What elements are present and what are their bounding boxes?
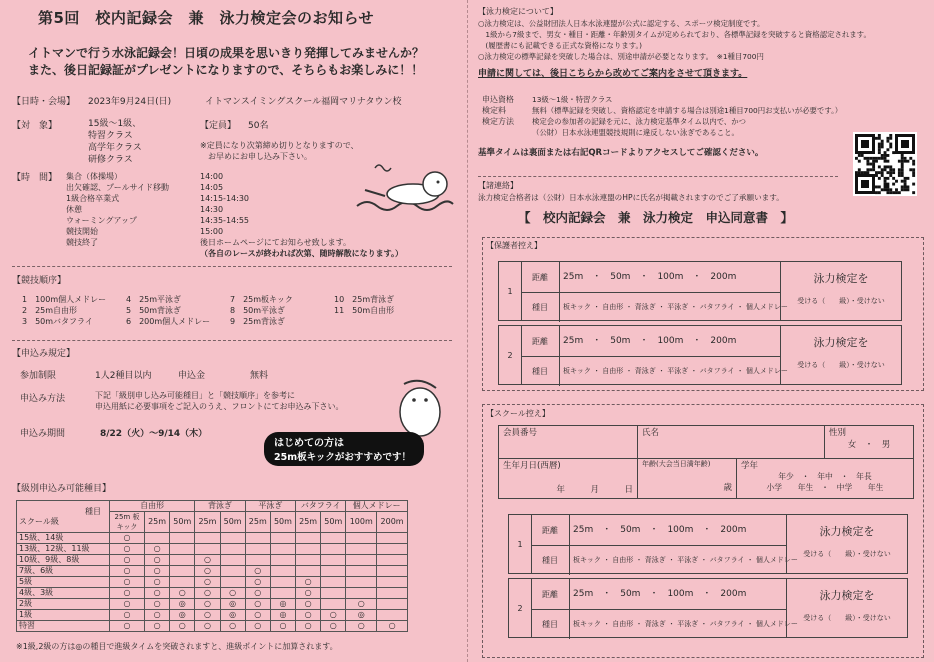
- level-mark: ◎: [170, 599, 195, 610]
- level-mark: [346, 577, 377, 588]
- level-mark: ○: [245, 599, 270, 610]
- time-row: 競技開始 15:00: [66, 227, 224, 236]
- distance-header: 25m: [296, 512, 321, 533]
- level-mark: [346, 544, 377, 555]
- level-mark: ◎: [346, 610, 377, 621]
- capacity-note-2: お早めにお申し込み下さい。: [208, 152, 312, 161]
- row-divider: [531, 545, 787, 546]
- level-mark: [346, 588, 377, 599]
- level-name: 15級、14級: [17, 533, 110, 544]
- fee-label: 申込金: [178, 371, 206, 381]
- level-mark: ○: [110, 544, 145, 555]
- level-mark: [170, 533, 195, 544]
- kentei-choice[interactable]: [786, 579, 907, 637]
- form-title: 【 校内記録会 兼 泳力検定 申込同意書 】: [518, 210, 794, 225]
- level-row: [17, 566, 408, 577]
- level-mark: ○: [110, 555, 145, 566]
- kentei-options: 受ける（ 級）・受けない: [797, 361, 885, 369]
- event-options[interactable]: 板キック ・ 自由形 ・ 背泳ぎ ・ 平泳ぎ ・ バタフライ ・ 個人メドレー: [573, 555, 798, 564]
- level-name: 2級: [17, 599, 110, 610]
- apply-label: 【申込み規定】: [12, 349, 76, 359]
- entry-block: [498, 261, 902, 321]
- level-mark: [270, 544, 295, 555]
- entry-row-label: 種目: [531, 609, 570, 639]
- kentei-title: 泳力検定を: [819, 589, 875, 602]
- level-mark: ○: [110, 577, 145, 588]
- level-row: [17, 610, 408, 621]
- lead-line-2: また、後日記録証がプレゼントになりますので、そちらもお楽しみに！！: [28, 63, 424, 77]
- order-row: 2 25m自由形 5 50m背泳ぎ 8 50m平泳ぎ 11 50m自由形: [22, 306, 395, 315]
- level-row: [17, 577, 408, 588]
- distance-header: 25m: [245, 512, 270, 533]
- level-mark: [321, 533, 346, 544]
- about-line: ○泳力検定の標準記録を突破した場合は、別途申請が必要となります。 ※1種目700円: [478, 52, 764, 61]
- level-name: 5級: [17, 577, 110, 588]
- level-mark: ○: [110, 599, 145, 610]
- entry-block: [498, 325, 902, 385]
- level-mark: ○: [195, 555, 220, 566]
- level-mark: [270, 588, 295, 599]
- name-field[interactable]: 氏名: [638, 426, 825, 459]
- distance-header: 25m: [145, 512, 170, 533]
- method-line-1: 下記「級別申し込み可能種目」と「競技順序」を参考に: [95, 391, 295, 400]
- qr-code[interactable]: [853, 132, 917, 196]
- level-mark: ○: [145, 621, 170, 632]
- school-label: 【スクール控え】: [486, 409, 550, 418]
- event-options[interactable]: 板キック ・ 自由形 ・ 背泳ぎ ・ 平泳ぎ ・ バタフライ ・ 個人メドレー: [563, 366, 788, 375]
- method-label: 申込み方法: [20, 394, 66, 404]
- distance-header: 100m: [346, 512, 377, 533]
- level-mark: ○: [296, 577, 321, 588]
- beginner-tip-bubble: [264, 432, 424, 466]
- level-mark: ○: [377, 621, 408, 632]
- level-mark: ○: [110, 621, 145, 632]
- level-mark: [170, 566, 195, 577]
- level-mark: ○: [110, 566, 145, 577]
- level-mark: [377, 599, 408, 610]
- level-mark: [195, 544, 220, 555]
- group-header: バタフライ: [296, 501, 346, 512]
- level-mark: [220, 566, 245, 577]
- age-field[interactable]: 年齢(大会当日満年齢) 歳: [638, 459, 737, 499]
- level-mark: [195, 533, 220, 544]
- order-label: 【競技順序】: [12, 276, 67, 286]
- level-mark: ○: [145, 599, 170, 610]
- about-line: ○泳力検定は、公益財団法人日本水泳連盟が公式に認定する、スポーツ検定制度です。: [478, 19, 765, 28]
- order-row: 3 50mバタフライ 6 200m個人メドレー 9 25m背泳ぎ: [22, 317, 286, 326]
- flyer-title: 第5回 校内記録会 兼 泳力検定会のお知らせ: [38, 9, 374, 27]
- level-row: [17, 599, 408, 610]
- level-mark: [296, 566, 321, 577]
- kentei-choice[interactable]: [786, 515, 907, 573]
- bubble-line-2: 25m板キックがおすすめです！: [274, 452, 412, 463]
- level-name: 特習: [17, 621, 110, 632]
- time-row: 1級合格卒業式 14:15-14:30: [66, 194, 249, 203]
- level-mark: [346, 533, 377, 544]
- level-mark: [321, 566, 346, 577]
- level-mark: [220, 533, 245, 544]
- entry-row-label: 距離: [521, 262, 560, 292]
- date-label: 【日時・会場】: [12, 97, 76, 107]
- entry-number: 2: [499, 326, 522, 384]
- levels-header-row: [17, 501, 408, 512]
- level-mark: ○: [245, 577, 270, 588]
- row-divider: [531, 609, 787, 610]
- req-row: 申込資格 13級～1級・特習クラス: [482, 95, 613, 104]
- level-mark: [245, 555, 270, 566]
- level-mark: ○: [110, 610, 145, 621]
- entry-row-label: 種目: [521, 356, 560, 386]
- distance-options[interactable]: 25m ・ 50m ・ 100m ・ 200m: [573, 588, 747, 599]
- capacity-label: 【定員】: [200, 121, 237, 131]
- bubble-line-1: はじめての方は: [274, 438, 344, 449]
- venue: イトマンスイミングスクール福岡マリナタウン校: [205, 97, 402, 107]
- level-name: 7級、6級: [17, 566, 110, 577]
- level-mark: ○: [346, 621, 377, 632]
- level-row: [17, 544, 408, 555]
- level-mark: ◎: [270, 610, 295, 621]
- about-text: [478, 18, 871, 62]
- level-mark: [245, 544, 270, 555]
- entry-row-label: 距離: [531, 515, 570, 545]
- kentei-title: 泳力検定を: [813, 272, 869, 285]
- order-row: 1 100m個人メドレー 4 25m平泳ぎ 7 25m板キック 10 25m背泳ぎ: [22, 295, 395, 304]
- time-list: [66, 171, 351, 248]
- level-mark: [321, 588, 346, 599]
- target-item: 高学年クラス: [88, 143, 142, 153]
- kentei-choice[interactable]: [780, 262, 901, 320]
- distance-options[interactable]: 25m ・ 50m ・ 100m ・ 200m: [563, 271, 737, 282]
- level-name: 10級、9級、8級: [17, 555, 110, 566]
- period-label: 申込み期間: [20, 429, 66, 439]
- distance-header: 200m: [377, 512, 408, 533]
- kentei-title: 泳力検定を: [819, 525, 875, 538]
- level-mark: ○: [145, 577, 170, 588]
- swimmer-illustration: [355, 160, 455, 220]
- target-item: 特習クラス: [88, 131, 133, 141]
- level-row: [17, 588, 408, 599]
- entry-row-label: 種目: [521, 292, 560, 322]
- level-mark: ○: [220, 588, 245, 599]
- level-mark: ○: [195, 610, 220, 621]
- gender-field[interactable]: 性別 女 ・ 男: [825, 426, 914, 459]
- level-mark: [296, 544, 321, 555]
- level-mark: ○: [145, 566, 170, 577]
- time-row: 出欠確認、プールサイド移動 14:05: [66, 183, 224, 192]
- entry-number: 1: [499, 262, 522, 320]
- kentei-choice[interactable]: [780, 326, 901, 384]
- level-mark: [170, 577, 195, 588]
- kentei-options: 受ける（ 級）・受けない: [803, 614, 891, 622]
- level-mark: [270, 566, 295, 577]
- req-row: 検定方法 検定会の参加者の記録を元に、泳力検定基準タイム以内で、かつ: [482, 117, 747, 126]
- time-label: 【時 間】: [12, 173, 58, 183]
- kentei-title: 泳力検定を: [813, 336, 869, 349]
- level-row: [17, 533, 408, 544]
- group-header: 平泳ぎ: [245, 501, 295, 512]
- levels-corner: 種目 スクール級: [17, 501, 110, 533]
- level-mark: [296, 533, 321, 544]
- misc-text: 泳力検定合格者は（公財）日本水泳連盟のHPに氏名が掲載されますのでご了承願います。: [478, 193, 784, 202]
- level-mark: [321, 555, 346, 566]
- entry-number: 2: [509, 579, 532, 637]
- level-mark: [170, 544, 195, 555]
- level-mark: [220, 577, 245, 588]
- level-mark: [270, 555, 295, 566]
- target-list: [88, 118, 142, 166]
- level-mark: ○: [296, 599, 321, 610]
- lead-line-1: イトマンで行う水泳記録会！日頃の成果を思いきり発揮してみませんか？: [28, 46, 425, 60]
- time-row: 競技終了 後日ホームページにてお知らせ致します。: [66, 238, 351, 247]
- distance-header: 50m: [170, 512, 195, 533]
- level-mark: [346, 555, 377, 566]
- birth-field[interactable]: 生年月日(西暦) 年 月 日: [499, 459, 638, 499]
- about-label: 【泳力検定について】: [478, 7, 558, 16]
- guardian-label: 【保護者控え】: [486, 241, 542, 250]
- distance-options[interactable]: 25m ・ 50m ・ 100m ・ 200m: [563, 335, 737, 346]
- grade-field[interactable]: 学年 年少 ・ 年中 ・ 年長 小学 年生 ・ 中学 年生: [737, 459, 914, 499]
- entry-block: [508, 578, 908, 638]
- level-mark: ○: [170, 588, 195, 599]
- target-item: 研修クラス: [88, 155, 133, 165]
- level-mark: ○: [296, 588, 321, 599]
- level-mark: ○: [195, 566, 220, 577]
- level-mark: ○: [346, 599, 377, 610]
- period-value: 8/22（火）～9/14（木）: [100, 429, 208, 439]
- standard-time-note: 基準タイムは裏面または右記QRコードよりアクセスしてご確認ください。: [478, 148, 764, 158]
- time-row: 休憩 14:30: [66, 205, 224, 214]
- limit-value: 1人2種目以内: [95, 371, 152, 381]
- kentei-options: 受ける（ 級）・受けない: [803, 550, 891, 558]
- level-name: 1級: [17, 610, 110, 621]
- member-no-field[interactable]: 会員番号: [499, 426, 638, 459]
- req-row: 検定料 無料（標準記録を突破し、資格認定を申請する場合は別途1種目700円お支払いが必要です。）: [482, 106, 843, 115]
- level-mark: ◎: [270, 599, 295, 610]
- student-info-table: [498, 425, 914, 499]
- row-divider: [521, 292, 781, 293]
- level-mark: ○: [145, 544, 170, 555]
- target-item: 15級～1級、: [88, 119, 142, 129]
- level-mark: [145, 533, 170, 544]
- level-mark: [321, 577, 346, 588]
- level-mark: ○: [145, 610, 170, 621]
- level-mark: [377, 566, 408, 577]
- level-mark: ○: [245, 621, 270, 632]
- level-mark: ○: [245, 588, 270, 599]
- level-mark: [321, 544, 346, 555]
- divider: [12, 340, 452, 341]
- level-mark: [377, 555, 408, 566]
- kentei-options: 受ける（ 級）・受けない: [797, 297, 885, 305]
- order-grid: [22, 294, 394, 327]
- event-options[interactable]: 板キック ・ 自由形 ・ 背泳ぎ ・ 平泳ぎ ・ バタフライ ・ 個人メドレー: [573, 619, 798, 628]
- right-page: [467, 0, 934, 662]
- group-header: 個人メドレー: [346, 501, 408, 512]
- level-mark: [245, 533, 270, 544]
- about-line: 1級から7級まで、男女・種目・距離・年齢別タイムが定められており、各標準記録を突破すると資格認定されます。: [478, 30, 871, 39]
- level-row: [17, 555, 408, 566]
- level-mark: [377, 577, 408, 588]
- limit-label: 参加制限: [20, 371, 57, 381]
- seal-illustration: [390, 378, 450, 440]
- target-label: 【対 象】: [12, 121, 58, 131]
- level-mark: ○: [195, 599, 220, 610]
- levels-body: [17, 533, 408, 632]
- level-mark: [170, 555, 195, 566]
- level-mark: [220, 544, 245, 555]
- about-line: (履歴書にも記載できる正式な資格になります。): [478, 41, 643, 50]
- fee-value: 無料: [250, 371, 269, 381]
- apply-note: 申請に関しては、後日こちらから改めてご案内をさせて頂きます。: [478, 69, 748, 79]
- level-mark: [220, 555, 245, 566]
- level-mark: [296, 555, 321, 566]
- level-mark: ○: [270, 621, 295, 632]
- levels-label: 【級別申込み可能種目】: [12, 484, 112, 494]
- level-name: 13級、12級、11級: [17, 544, 110, 555]
- group-header: 背泳ぎ: [195, 501, 245, 512]
- entry-row-label: 距離: [521, 326, 560, 356]
- misc-label: 【諸連絡】: [478, 181, 518, 190]
- date-value: 2023年9月24日(日): [88, 97, 172, 107]
- level-mark: ○: [145, 555, 170, 566]
- level-mark: [377, 610, 408, 621]
- row-divider: [521, 356, 781, 357]
- level-mark: ○: [245, 566, 270, 577]
- level-row: [17, 621, 408, 632]
- guardian-entries: [498, 261, 902, 389]
- level-mark: ○: [195, 577, 220, 588]
- divider: [12, 266, 452, 267]
- level-mark: [377, 533, 408, 544]
- req-row: （公財）日本水泳連盟競技規則に違反しない泳ぎであること。: [532, 128, 739, 137]
- level-mark: [377, 588, 408, 599]
- level-mark: ○: [245, 610, 270, 621]
- levels-table: [16, 500, 408, 632]
- levels-footnote: ※1級,2級の方は◎の種目で進級タイムを突破されますと、進級ポイントに加算されます。: [16, 642, 338, 651]
- time-row: 集合（体操場） 14:00: [66, 172, 224, 181]
- level-mark: ○: [321, 621, 346, 632]
- level-name: 4級、3級: [17, 588, 110, 599]
- level-mark: ◎: [220, 610, 245, 621]
- time-note: （各自のレースが終われば次第、随時解散になります。）: [200, 249, 403, 258]
- entry-row-label: 距離: [531, 579, 570, 609]
- time-row: ウォーミングアップ 14:35-14:55: [66, 216, 249, 225]
- group-header: 自由形: [110, 501, 195, 512]
- level-mark: [346, 566, 377, 577]
- level-mark: ○: [145, 588, 170, 599]
- entry-number: 1: [509, 515, 532, 573]
- level-mark: ○: [220, 621, 245, 632]
- distance-header: 50m: [270, 512, 295, 533]
- capacity-value: 50名: [248, 121, 269, 131]
- event-options[interactable]: 板キック ・ 自由形 ・ 背泳ぎ ・ 平泳ぎ ・ バタフライ ・ 個人メドレー: [563, 302, 788, 311]
- requirements: [482, 94, 842, 138]
- distance-header: 50m: [321, 512, 346, 533]
- distance-header: 50m: [220, 512, 245, 533]
- level-mark: ◎: [170, 610, 195, 621]
- level-mark: ○: [321, 610, 346, 621]
- level-mark: ○: [296, 621, 321, 632]
- distance-options[interactable]: 25m ・ 50m ・ 100m ・ 200m: [573, 524, 747, 535]
- level-mark: ○: [296, 610, 321, 621]
- level-mark: ○: [195, 588, 220, 599]
- level-mark: ◎: [220, 599, 245, 610]
- distance-header: 25m 板キック: [110, 512, 145, 533]
- level-mark: [270, 577, 295, 588]
- level-mark: ○: [110, 533, 145, 544]
- level-mark: ○: [110, 588, 145, 599]
- divider: [478, 176, 838, 177]
- entry-row-label: 種目: [531, 545, 570, 575]
- capacity-note-1: ※定員になり次第締め切りとなりますので、: [200, 141, 359, 150]
- distance-header: 25m: [195, 512, 220, 533]
- level-mark: [321, 599, 346, 610]
- level-mark: ○: [195, 621, 220, 632]
- level-mark: ○: [170, 621, 195, 632]
- level-mark: [377, 544, 408, 555]
- entry-block: [508, 514, 908, 574]
- level-mark: [270, 533, 295, 544]
- method-line-2: 申込用紙に必要事項をご記入のうえ、フロントにてお申込み下さい。: [95, 402, 344, 411]
- school-entries: [508, 514, 908, 642]
